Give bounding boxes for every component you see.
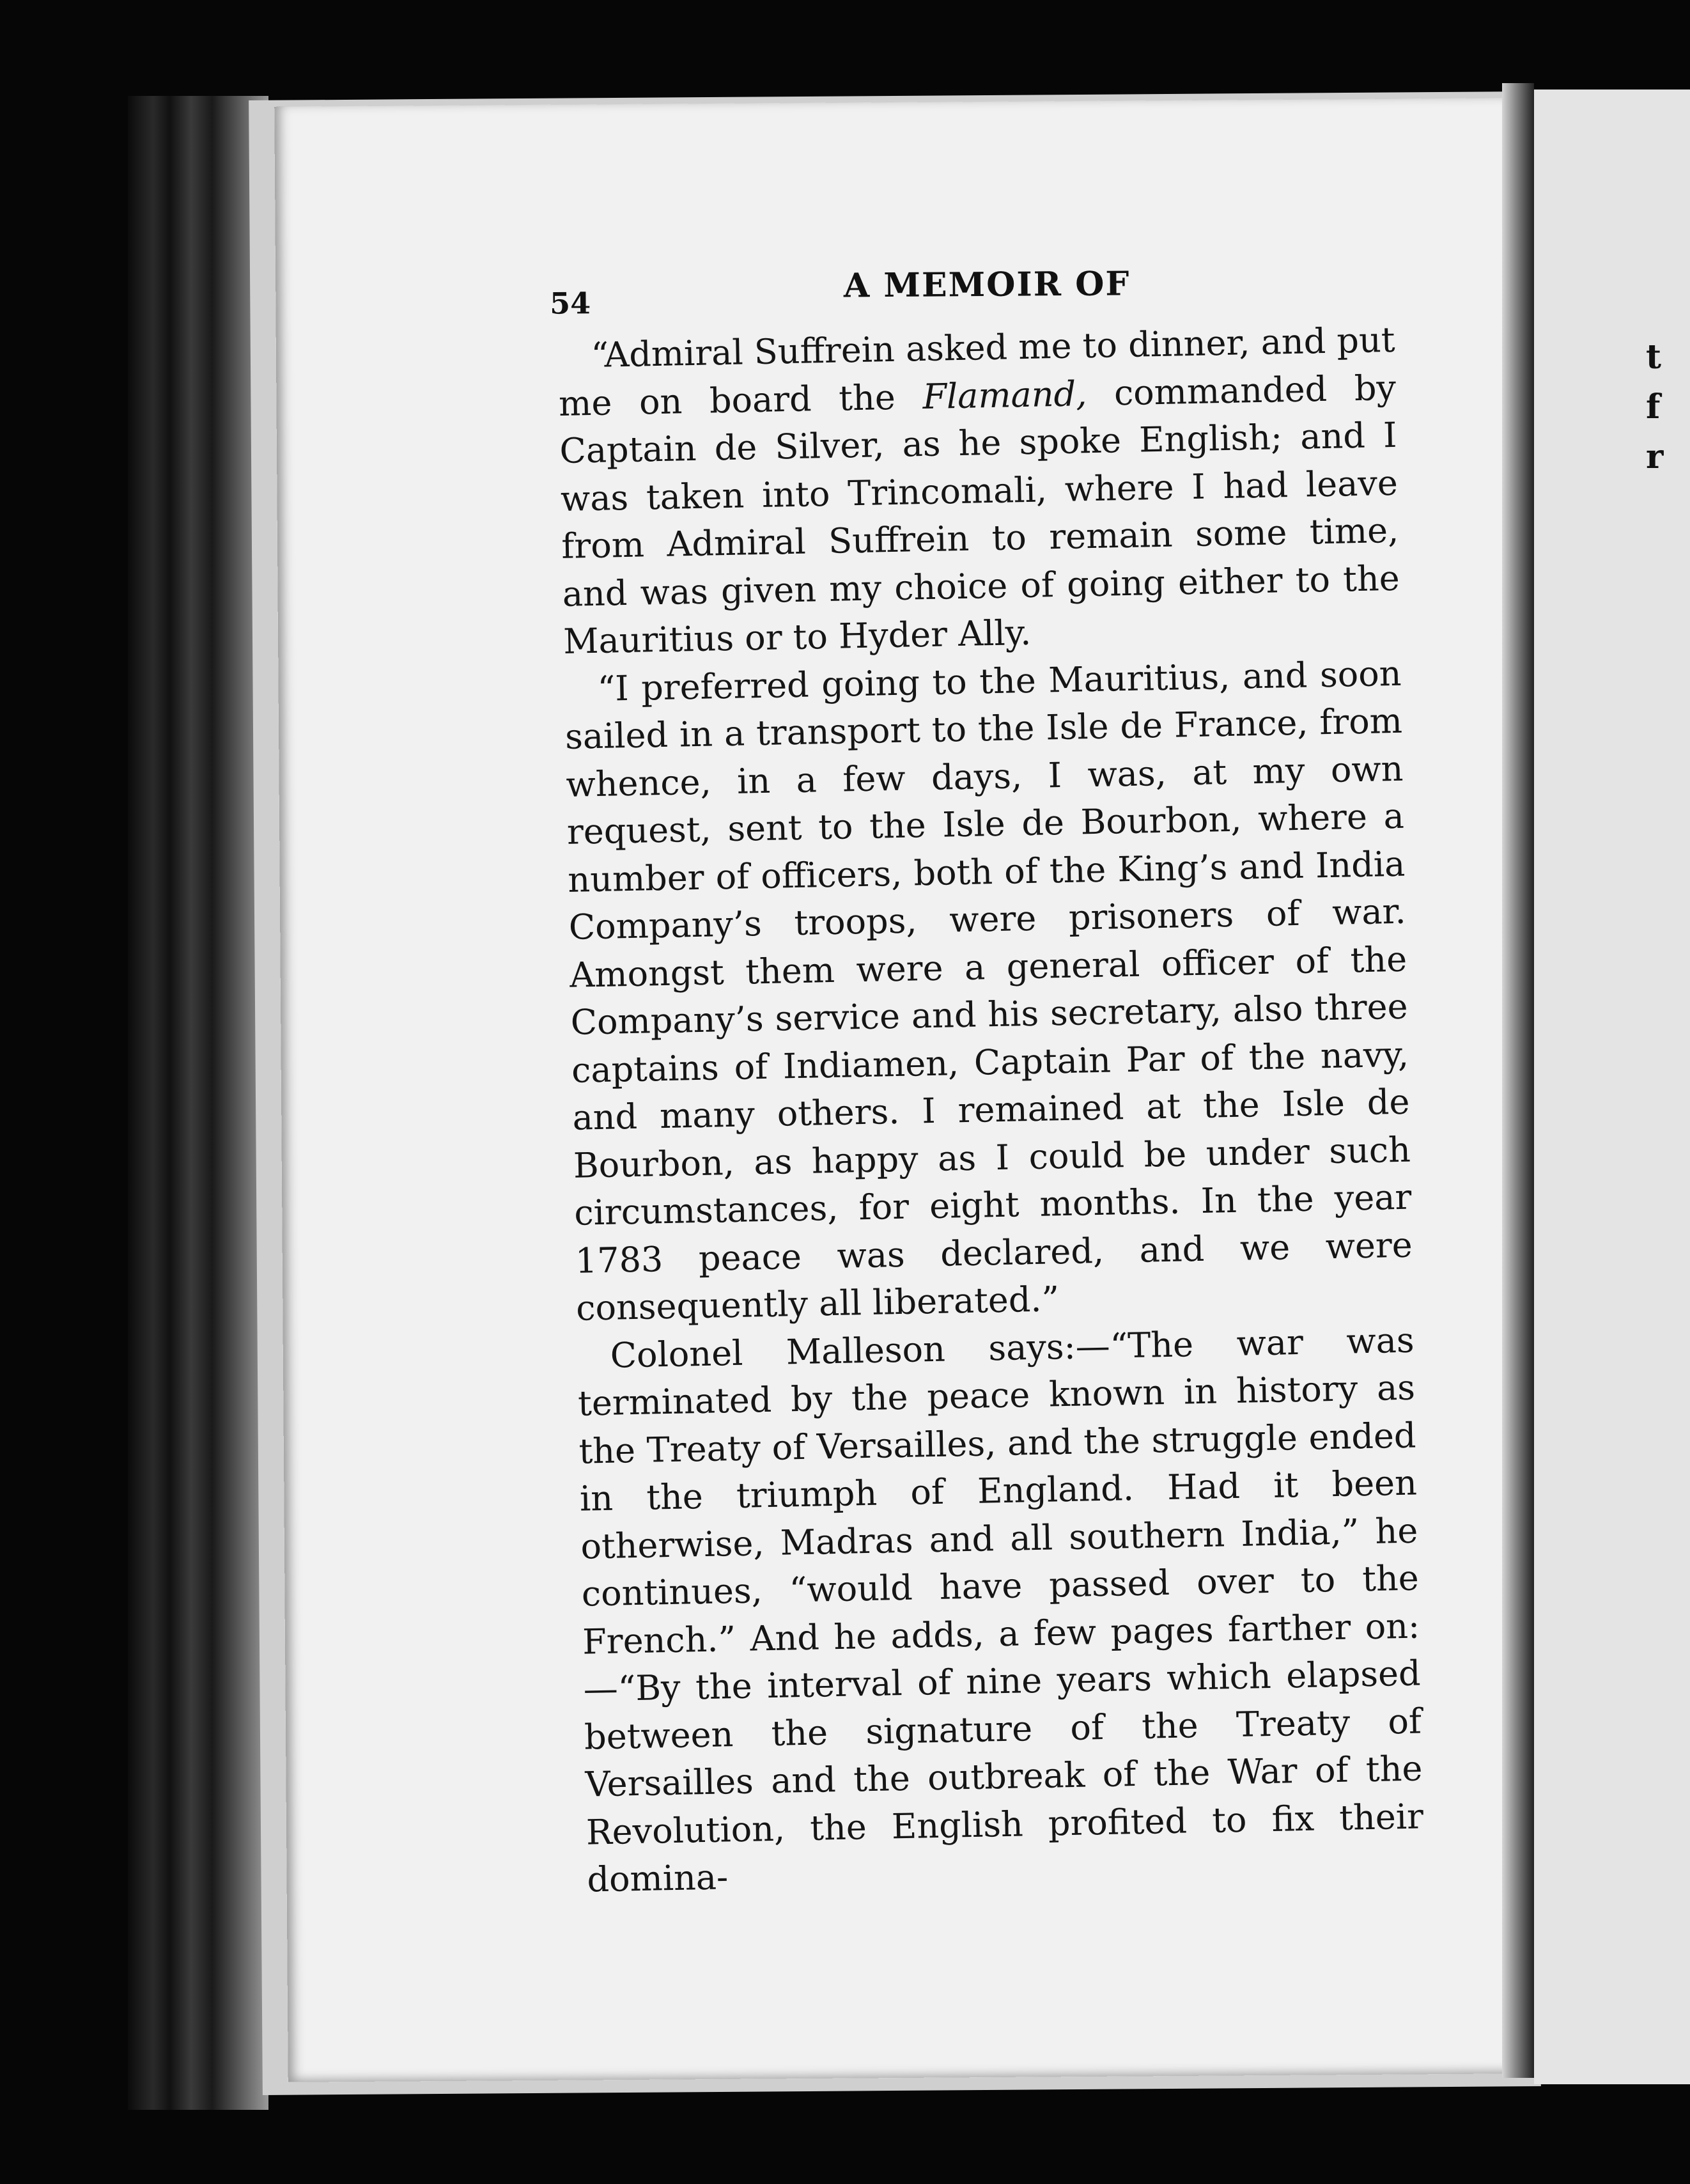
adjacent-page-fragment — [1646, 332, 1663, 482]
page-gutter — [1502, 83, 1534, 2078]
paragraph-text: commanded by Captain de Silver, as he spoke English; and I was taken into Trincomali, where I had leave from Admiral Suffrein to remain some time, and was given my choice of going either to the Mauritius or to Hyder Ally. — [559, 367, 1400, 662]
body-text — [557, 316, 1425, 1904]
adjacent-letter: t — [1646, 338, 1662, 377]
adjacent-page — [1534, 90, 1690, 2084]
paragraph-text: Colonel Malleson says:—“The war was terminated by the peace known in history as the Treaty of Versailles, and the struggle ended in the triumph of England. Had it been otherwise, Madras and all southern India,” he continues, “would have passed over to the French.” And he adds, a few pages farther on:—“By the interval of nine years which elapsed between the signature of the Treaty of Versailles and the outbreak of the War of the Revolution, the English profited to fix their domina- — [577, 1320, 1424, 1900]
adjacent-letter: f — [1646, 387, 1661, 426]
paragraph — [577, 1316, 1425, 1904]
page-number: 54 — [549, 286, 591, 321]
paragraph — [557, 316, 1401, 666]
book-binding — [128, 96, 268, 2110]
page-header — [550, 262, 1407, 319]
adjacent-letter: r — [1646, 437, 1664, 476]
running-title: A MEMOIR OF — [843, 264, 1131, 306]
paragraph-text: “I preferred going to the Mauritius, and soon sailed in a transport to the Isle de France, from whence, in a few days, I was, at my own request, sent to the Isle de Bourbon, where a number of officers, both of the King’s and India Company’s troops, were prisoners of war. Amongst them were a general officer of the Company’s service and his secretary, also three captains of Indiamen, Captain Par of the navy, and many others. I remained at the Isle de Bourbon, as happy as I could be under such circumstances, for eight months. In the year 1783 peace was declared, and we were consequently all liberated.” — [564, 653, 1413, 1329]
paragraph — [564, 650, 1414, 1332]
paragraph-text: “Admiral Suffrein asked me to dinner, and put me on board the — [558, 319, 1396, 424]
ship-name: Flamand, — [922, 373, 1087, 417]
